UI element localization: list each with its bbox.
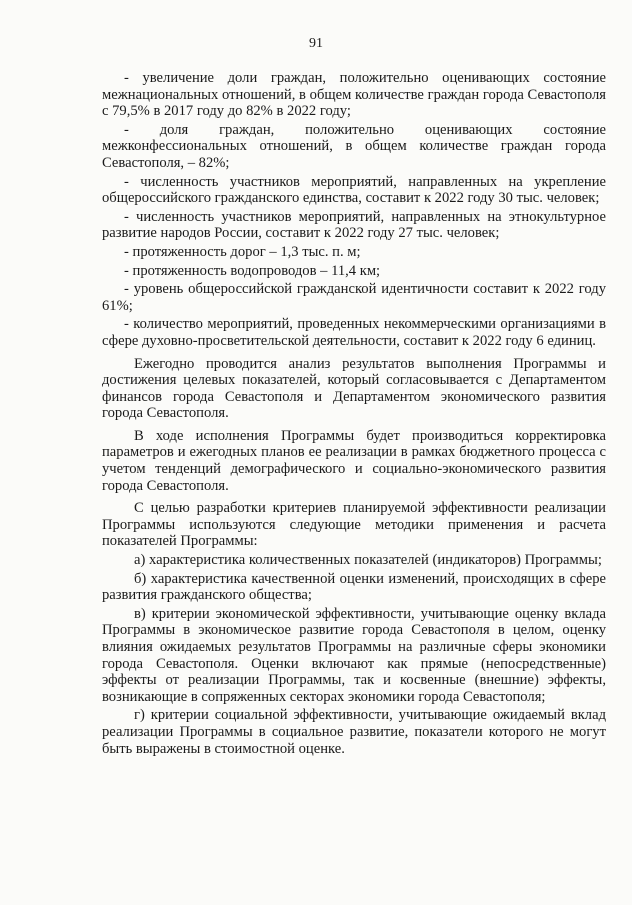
paragraph: г) критерии социальной эффективности, учитывающие ожидаемый вклад реализации Программы в социальное развитие, показатели которого не могут быть выражены в стоимостной оценке.: [102, 707, 606, 757]
paragraph: - увеличение доли граждан, положительно оценивающих состояние межнациональных отношений, в общем количестве граждан города Севастополя с 79,5% в 2017 году до 82% в 2022 году;: [102, 70, 606, 120]
paragraph: С целью разработки критериев планируемой эффективности реализации Программы используются следующие методики применения и расчета показателей Программы:: [102, 500, 606, 550]
paragraph: - численность участников мероприятий, направленных на укрепление общероссийского гражданского единства, составит к 2022 году 30 тыс. человек;: [102, 173, 606, 207]
paragraph: в) критерии экономической эффективности, учитывающие оценку вклада Программы в экономическое развитие города Севастополя в целом, оценку влияния ожидаемых результатов Программы на различные сферы экономики города Севастополя. Оценки включают как прямые (непосредственные) эффекты от реализации Программы, так и косвенные (внешние) эффекты, возникающие в сопряженных секторах экономики города Севастополя;: [102, 605, 606, 705]
paragraph: - численность участников мероприятий, направленных на этнокультурное развитие народов России, составит к 2022 году 27 тыс. человек;: [102, 208, 606, 242]
document-body: [102, 70, 606, 759]
paragraph: - доля граждан, положительно оценивающих состояние межконфессиональных отношений, в общем количестве граждан города Севастополя, – 82%;: [102, 121, 606, 171]
paragraph: а) характеристика количественных показателей (индикаторов) Программы;: [134, 552, 602, 569]
paragraph: - протяженность водопроводов – 11,4 км;: [124, 262, 381, 279]
paragraph: б) характеристика качественной оценки изменений, происходящих в сфере развития гражданского общества;: [102, 570, 606, 604]
paragraph: Ежегодно проводится анализ результатов выполнения Программы и достижения целевых показателей, который согласовывается с Департаментом финансов города Севастополя и Департаментом экономического развития города Севастополя.: [102, 355, 606, 422]
page-number: 91: [309, 36, 323, 51]
paragraph: - уровень общероссийской гражданской идентичности составит к 2022 году 61%;: [102, 281, 606, 314]
paragraph: В ходе исполнения Программы будет производиться корректировка параметров и ежегодных планов ее реализации в рамках бюджетного процесса с учетом тенденций демографического и социально-экономического развития города Севастополя.: [102, 427, 606, 494]
paragraph: - количество мероприятий, проведенных некоммерческими организациями в сфере духовно-просветительской деятельности, составит к 2022 году 6 единиц.: [102, 316, 606, 349]
paragraph: - протяженность дорог – 1,3 тыс. п. м;: [124, 243, 361, 260]
